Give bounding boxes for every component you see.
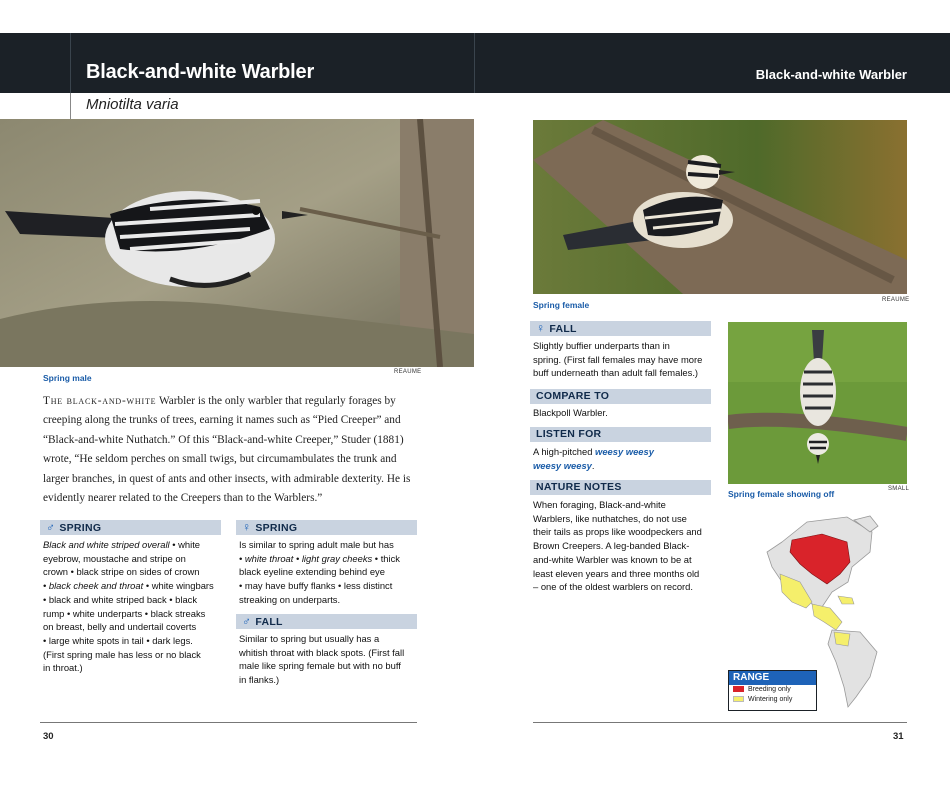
header-divider	[70, 33, 71, 93]
photo-caption: Spring female	[533, 300, 590, 310]
section-header-male-spring	[40, 520, 221, 535]
text-line: eyebrow, moustache and stripe on	[43, 552, 186, 564]
running-title: Black-and-white Warbler	[755, 67, 907, 82]
text-line: Slightly buffier underparts than in	[533, 340, 670, 351]
text-line: least eleven years and three months old	[533, 567, 700, 579]
photo-caption: Spring male	[43, 373, 92, 383]
text-line: male like spring female but with no buff	[239, 660, 401, 672]
text-line: crown • black stripe on sides of crown	[43, 566, 200, 578]
section-header-female-fall	[530, 321, 711, 336]
intro-lead: The black-and-white	[43, 395, 157, 407]
female-icon: ♀	[242, 520, 252, 534]
text-line: rump • white underparts • black streaks	[43, 607, 206, 619]
legend-item-breeding: Breeding only	[729, 685, 816, 695]
text-line: streaking on underparts.	[239, 593, 341, 605]
female-fall-description	[533, 339, 723, 380]
intro-text: Warbler is the only warbler that regularly forages by creeping along the trunks of trees, earning it names such as “Pied Creeper” and “Black-and-white Nuthatch.” Of this “Black-and-white Creeper,” Studer (1881) wrote, “He seldom perches on small twigs, but circumambulates the trunk and larger branches, in quest of ants and other insects, with admirable dexterity. He is evidently nearer related to the Creepers than to the Warblers.”	[43, 395, 411, 505]
legend-heading: RANGE	[729, 671, 816, 685]
text-line: When foraging, Black-and-white	[533, 499, 666, 510]
text-line: in flanks.)	[239, 674, 280, 686]
compare-text: Blackpoll Warbler.	[533, 407, 608, 418]
female-icon: ♀	[536, 321, 546, 335]
section-heading: FALL	[255, 616, 283, 628]
text-line: Black and white striped overall • white	[43, 539, 201, 550]
text-line: on breast, belly and undertail coverts	[43, 621, 197, 633]
photo-credit: SMALL	[888, 486, 910, 492]
section-header-nature-notes: NATURE NOTES	[530, 480, 711, 495]
text-line: • black cheek and throat • white wingbars	[43, 580, 214, 592]
gutter-divider	[474, 33, 475, 93]
male-spring-description	[43, 538, 223, 675]
section-header-male-fall	[236, 614, 417, 629]
text-line: • may have buffy flanks • less distinct	[239, 580, 393, 592]
page-title: Black-and-white Warbler	[86, 61, 315, 83]
male-fall-description	[239, 632, 421, 687]
text-line: black eyeline extending behind eye	[239, 566, 385, 578]
text-line: – one of the oldest warblers on record.	[533, 581, 693, 593]
section-header-female-spring	[236, 520, 417, 535]
song-text: weesy weesy	[533, 459, 592, 471]
text-line: their tails as props like woodpeckers and	[533, 526, 702, 538]
male-icon: ♂	[242, 614, 252, 628]
text-line: (First spring male has less or no black	[43, 648, 201, 660]
photo-spring-female	[533, 120, 907, 294]
text-line: Brown Creepers. A leg-banded Black-	[533, 540, 690, 552]
text-line: • large white spots in tail • dark legs.	[43, 634, 193, 646]
section-header-compare: COMPARE TO	[530, 389, 711, 404]
male-icon: ♂	[46, 520, 56, 534]
text-line: Warblers, like nuthatches, do not use	[533, 512, 687, 524]
photo-credit: REAUME	[882, 297, 910, 303]
section-header-listen: LISTEN FOR	[530, 427, 711, 442]
text-line: whitish throat with black spots. (First fall	[239, 646, 405, 658]
text-line: spring. (First fall females may have more	[533, 353, 703, 365]
section-heading: SPRING	[255, 522, 298, 534]
intro-paragraph	[43, 392, 421, 508]
section-heading: SPRING	[59, 522, 102, 534]
range-legend	[728, 670, 817, 711]
breeding-swatch-icon	[733, 686, 744, 692]
photo-female-showing-off	[728, 322, 907, 484]
page-number-right: 31	[893, 731, 904, 742]
footer-rule	[533, 722, 907, 723]
text-line: Is similar to spring adult male but has	[239, 539, 394, 550]
nature-notes-text	[533, 498, 718, 594]
wintering-swatch-icon	[733, 696, 744, 702]
song-text: weesy weesy	[595, 446, 654, 457]
page-number-left: 30	[43, 731, 54, 742]
photo-spring-male	[0, 119, 474, 367]
photo-caption: Spring female showing off	[728, 489, 835, 499]
listen-description: A high-pitched weesy weesy weesy weesy.	[533, 446, 654, 471]
text-line: Similar to spring but usually has a	[239, 633, 380, 644]
text-line: and-white Warbler was known to be at	[533, 553, 692, 565]
footer-rule	[40, 722, 417, 723]
legend-item-wintering: Wintering only	[729, 695, 816, 705]
text-line: • black and white striped back • black	[43, 593, 198, 605]
section-heading: FALL	[549, 323, 577, 335]
text-line: • white throat • light gray cheeks • thick	[239, 552, 400, 564]
female-spring-description	[239, 538, 421, 607]
photo-credit: REAUME	[394, 369, 422, 375]
text-line: in throat.)	[43, 662, 83, 674]
text-line: buff underneath than adult fall females.)	[533, 367, 699, 379]
scientific-name: Mniotilta varia	[86, 96, 179, 113]
